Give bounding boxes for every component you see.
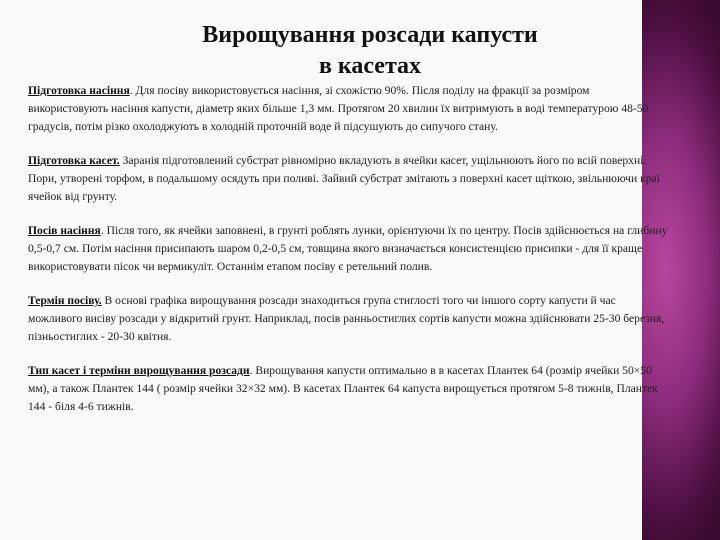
paragraph-sowing-time [28,292,668,346]
paragraph-heading: Термін посіву. [28,294,102,307]
paragraph-text: . Після того, як ячейки заповнені, в грунті роблять лунки, орієнтуючи їх по центру. Посів здійснюється на глибину 0,5-0,7 см. Потім насіння присипають шаром 0,2-0,5 см, товщина якого визначається консистенцією присипки - для її краще використовувати пісок чи вермикуліт. Останнім етапом посіву є ретельний полив. [28,224,668,273]
paragraph-sowing [28,222,668,276]
paragraph-cassette-preparation [28,152,668,206]
slide-content [28,82,668,432]
paragraph-heading: Підготовка касет. [28,154,120,167]
title-line-1: Вирощування розсади капусти [202,22,538,48]
paragraph-heading: Тип касет і терміни вирощування розсади [28,364,250,377]
paragraph-text: В основі графіка вирощування розсади знаходиться група стиглості того чи іншого сорту капусти й час можливого висіву розсади у відкритий грунт. Наприклад, посів ранньостиглих сортів капусти можна здійснювати 25-30 березня, пізньостиглих - 20-30 квітня. [28,294,665,343]
slide-title [120,20,620,82]
paragraph-seed-preparation [28,82,668,136]
paragraph-heading: Посів насіння [28,224,101,237]
title-line-2: в касетах [318,53,422,79]
paragraph-text: . Для посіву використовується насіння, зі схожістю 90%. Після поділу на фракції за розміром використовують насіння капусти, діаметр яких більше 1,3 мм. Протягом 20 хвилин їх витримують в воді температурою 48-50 градусів, потім різко охолоджують в холодній проточній воде й підсушують до сипучого стану. [28,84,649,133]
paragraph-text: . Вирощування капусти оптимально в в касетах Плантек 64 (розмір ячейки 50×50 мм), а також Плантек 144 ( розмір ячейки 32×32 мм). В касетах Плантек 64 капуста вирощується протягом 5-8 тижнів, Плантек 144 - біля 4-6 тижнів. [28,364,658,413]
paragraph-cassette-types [28,362,668,416]
paragraph-heading: Підготовка насіння [28,84,130,97]
paragraph-text: Заранія підготовлений субстрат рівномірно вкладують в ячейки касет, ущільнюють його по всій поверхні. Пори, утворені торфом, в подальшому осядуть при поливі. Зайвий субстрат змітають з поверхні касет щіткою, звільнюючи краї ячейок від грунту. [28,154,660,203]
